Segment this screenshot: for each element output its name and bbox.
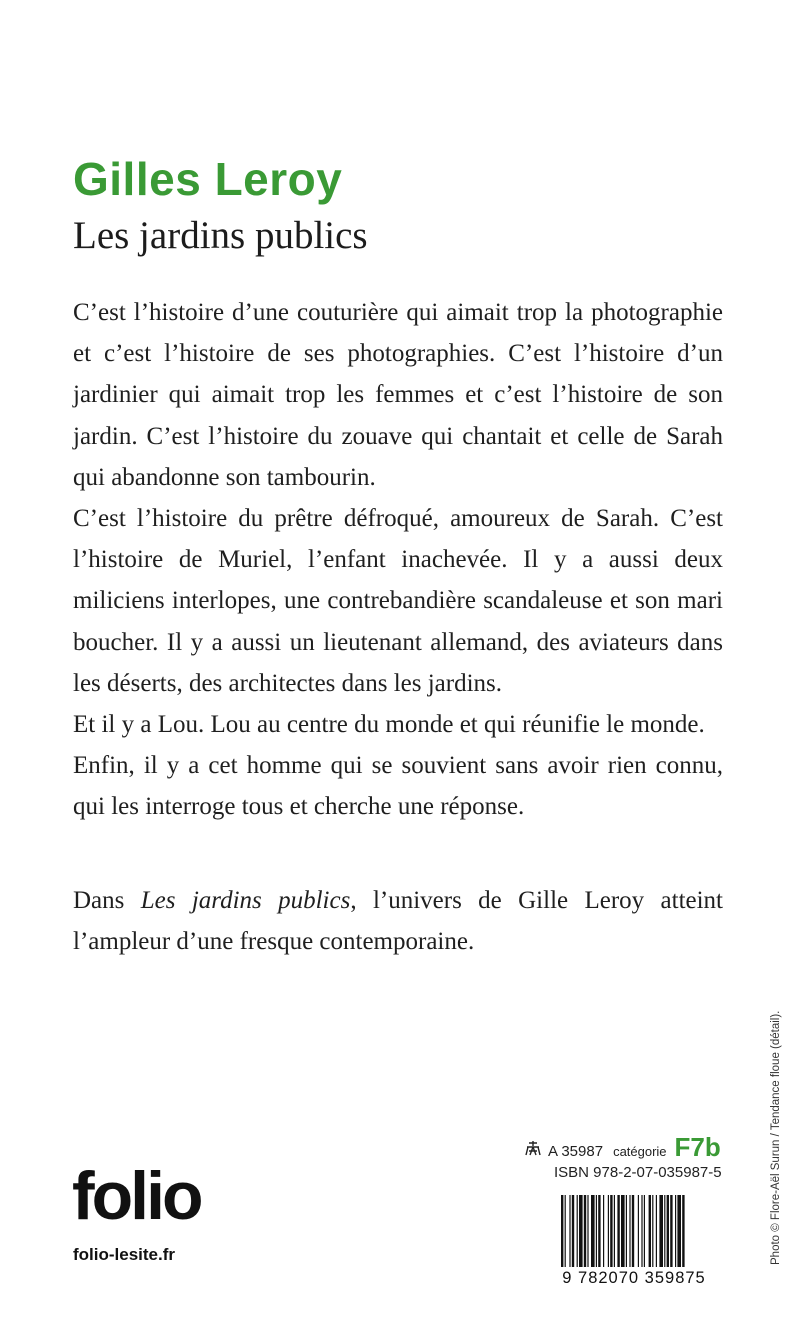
photo-credit: Photo © Flore-Aël Surun / Tendance floue (détail). [770, 1010, 782, 1265]
barcode-bar [675, 1195, 676, 1267]
barcode [547, 1195, 722, 1285]
barcode-bar [621, 1195, 625, 1267]
category-code: F7b [674, 1132, 721, 1162]
summary-paragraph: C’est l’histoire du prêtre défroqué, amoureux de Sarah. C’est l’histoire de Muriel, l’enfant inachevée. Il y a aussi deux miliciens interlopes, une contrebandière scandaleuse et son mari boucher. Il y a aussi un lieutenant allemand, des aviateurs dans les déserts, des architectes dans les jardins. [73, 505, 723, 697]
barcode-bar [596, 1195, 597, 1267]
barcode-bar [598, 1195, 600, 1267]
barcode-bar [632, 1195, 634, 1267]
reference-number: A 35987 [548, 1143, 604, 1160]
barcode-bar [670, 1195, 672, 1267]
barcode-bar [677, 1195, 681, 1267]
barcode-bar [652, 1195, 653, 1267]
barcode-bar [649, 1195, 651, 1267]
barcode-bar [664, 1195, 665, 1267]
barcode-bar [608, 1195, 609, 1267]
barcode-bar [569, 1195, 570, 1267]
barcode-bar [565, 1195, 566, 1267]
barcode-bar [656, 1195, 657, 1267]
barcode-bar [617, 1195, 619, 1267]
publisher-website: folio-lesite.fr [73, 1245, 176, 1264]
barcode-bar [659, 1195, 663, 1267]
category-label: catégorie [613, 1144, 667, 1159]
barcode-bar [610, 1195, 612, 1267]
barcode-bar [584, 1195, 586, 1267]
conclusion-after: , l’univers de Gille Leroy atteint l’ampleur d’une fresque contemporaine. [73, 887, 723, 956]
conclusion-paragraph [73, 880, 723, 962]
barcode-number: 9 782070 359875 [562, 1269, 706, 1285]
barcode-bar [626, 1195, 627, 1267]
conclusion-title-italic: Les jardins publics [140, 887, 351, 914]
barcode-bar [579, 1195, 583, 1267]
barcode-bar [603, 1195, 604, 1267]
back-cover-summary [73, 292, 723, 828]
barcode-bar [667, 1195, 669, 1267]
barcode-bar [561, 1195, 563, 1267]
barcode-bar [572, 1195, 574, 1267]
barcode-bar [629, 1195, 630, 1267]
isbn: ISBN 978-2-07-035987-5 [554, 1164, 722, 1181]
folio-logo: folio [72, 1158, 201, 1234]
barcode-bar [638, 1195, 639, 1267]
barcode-bar [577, 1195, 578, 1267]
conclusion-before: Dans [73, 887, 141, 914]
summary-paragraph: Enfin, il y a cet homme qui se souvient sans avoir rien connu, qui les interroge tous et cherche une réponse. [73, 752, 723, 821]
product-codes [524, 1134, 724, 1181]
barcode-bar [682, 1195, 684, 1267]
barcode-bars [561, 1195, 685, 1267]
barcode-bar [591, 1195, 595, 1267]
conclusion-text [73, 880, 723, 962]
summary-paragraph: C’est l’histoire d’une couturière qui aimait trop la photographie et c’est l’histoire de ses photographies. C’est l’histoire d’un jardinier qui aimait trop les femmes et c’est l’histoire de son jardin. C’est l’histoire du zouave qui chantait et celle de Sarah qui abandonne son tambourin. [73, 299, 723, 491]
reference-line [524, 1134, 724, 1162]
book-title: Les jardins publics [73, 214, 368, 257]
barcode-bar [644, 1195, 645, 1267]
barcode-bar [587, 1195, 588, 1267]
publisher-mark-icon [524, 1140, 542, 1156]
summary-paragraph: Et il y a Lou. Lou au centre du monde et qui réunifie le monde. [73, 711, 705, 739]
author-name: Gilles Leroy [73, 153, 343, 205]
barcode-bar [641, 1195, 642, 1267]
barcode-bar [614, 1195, 615, 1267]
